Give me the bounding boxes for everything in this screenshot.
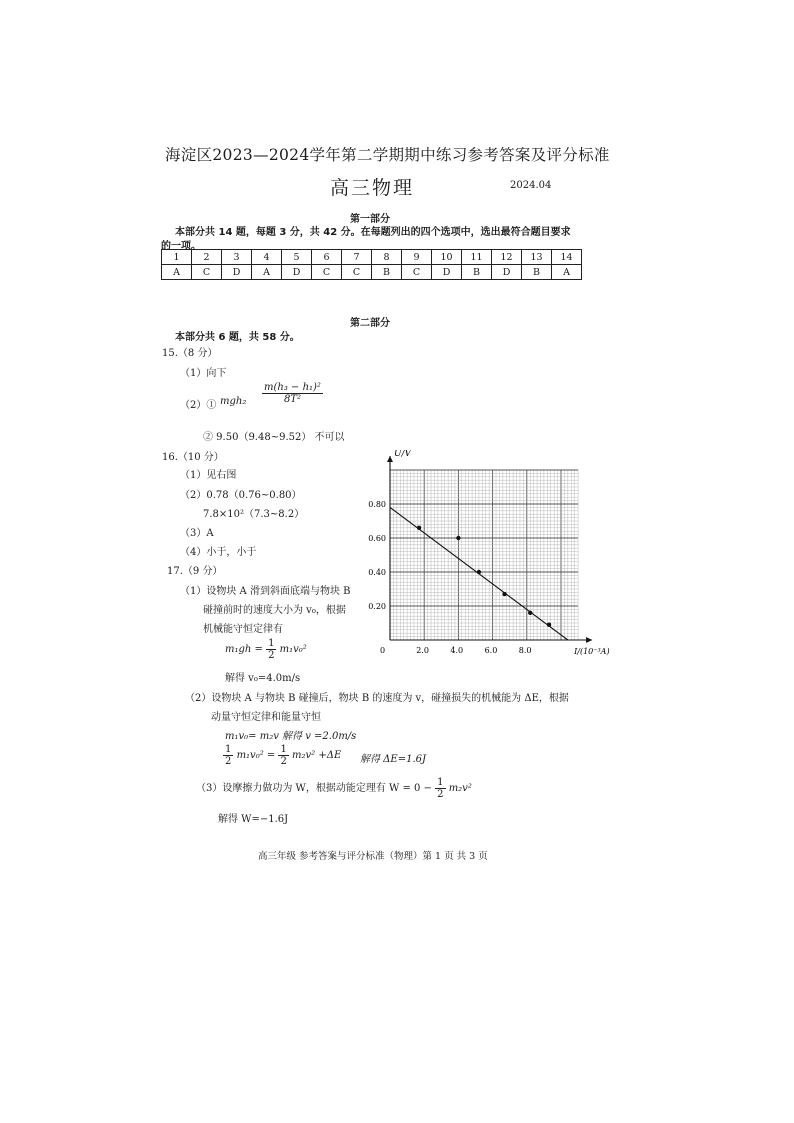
q16-part2b: 7.8×10²（7.3~8.2） (203, 509, 305, 520)
table-cell: 10 (432, 250, 462, 265)
q15-mgh2: mgh₂ (220, 396, 247, 407)
table-cell: 12 (492, 250, 522, 265)
table-cell: C (192, 265, 222, 280)
q17-part3-line (196, 777, 472, 800)
table-cell: 1 (162, 250, 192, 265)
part1-intro-line1: 本部分共 14 题，每题 3 分，共 42 分。在每题列出的四个选项中，选出最符合题目要求 (175, 227, 571, 238)
graph-x-axis-label: I/(10⁻³A) (574, 647, 610, 656)
table-cell: D (432, 265, 462, 280)
data-point (456, 536, 460, 540)
x-axis-arrow (586, 637, 592, 643)
q17-eq4-num: 1 (437, 777, 444, 788)
table-cell: B (372, 265, 402, 280)
q17-eq4-den: 2 (437, 789, 444, 800)
data-point (417, 526, 421, 530)
q17-eq3-right: m₂v² +ΔE (292, 750, 342, 761)
q15-part2-label: （2）① (180, 400, 217, 411)
q17-eq3-num2: 1 (280, 744, 287, 755)
table-cell: 3 (222, 250, 252, 265)
table-cell: D (282, 265, 312, 280)
answer-table-numbers-row (162, 250, 582, 265)
graph-grid (390, 470, 578, 640)
table-cell: 6 (312, 250, 342, 265)
q15-part2-line2: ② 9.50（9.48~9.52） 不可以 (203, 432, 345, 443)
table-cell: 5 (282, 250, 312, 265)
q17-part3-text: （3）设摩擦力做功为 W，根据动能定理有 W = 0 − (196, 783, 432, 794)
q17-part3-right: m₂v² (448, 783, 472, 794)
graph-y-axis-label: U/V (394, 450, 412, 459)
answer-table (161, 249, 582, 280)
q17-part3-solution: 解得 W=−1.6J (218, 814, 289, 825)
table-cell: 4 (252, 250, 282, 265)
q15-heading: 15.（8 分） (162, 348, 218, 359)
q15-fraction-numerator: m(h₃ − h₁)² (264, 382, 321, 393)
q16-heading: 16.（10 分） (162, 452, 224, 463)
q16-part2: （2）0.78（0.76~0.80） (180, 490, 302, 501)
table-cell: D (492, 265, 522, 280)
table-cell: 13 (522, 250, 552, 265)
graph-tick-labels (368, 500, 531, 655)
data-point (528, 611, 532, 615)
q15-fraction (262, 382, 323, 405)
u-i-graph (360, 450, 610, 665)
table-cell: 11 (462, 250, 492, 265)
table-cell: 8 (372, 250, 402, 265)
q17-eq3-num1: 1 (225, 744, 232, 755)
part1-intro-line2: 的一项。 (161, 241, 201, 252)
q17-part1-line3: 机械能守恒定律有 (203, 624, 283, 635)
x-tick-label: 6.0 (484, 646, 498, 655)
table-cell: A (552, 265, 582, 280)
x-tick-label: 2.0 (416, 646, 429, 655)
graph-points (417, 526, 551, 627)
exam-date: 2024.04 (510, 180, 552, 191)
q17-eq3-den2: 2 (280, 756, 287, 767)
x-tick-label: 8.0 (518, 646, 532, 655)
data-point (547, 623, 551, 627)
graph-origin-label: 0 (380, 646, 386, 655)
y-tick-label: 0.80 (368, 500, 386, 509)
q17-part2-solution: 解得 ΔE=1.6J (360, 754, 426, 765)
q17-eq3-den1: 2 (225, 756, 232, 767)
q17-part1-solution: 解得 v₀=4.0m/s (225, 673, 301, 684)
table-cell: B (522, 265, 552, 280)
page-footer: 高三年级 参考答案与评分标准（物理）第 1 页 共 3 页 (258, 851, 488, 862)
document-title: 海淀区2023—2024学年第二学期期中练习参考答案及评分标准 (165, 146, 610, 164)
table-cell: A (252, 265, 282, 280)
table-cell: B (462, 265, 492, 280)
y-tick-label: 0.20 (368, 602, 386, 611)
q17-eq1-right: m₁v₀² (279, 644, 307, 655)
q15-fraction-denominator: 8T² (283, 394, 301, 405)
q17-eq1-num: 1 (268, 638, 275, 649)
q15-part1: （1）向下 (180, 368, 227, 379)
q17-eq1-den: 2 (268, 650, 275, 661)
q17-part1-line2: 碰撞前时的速度大小为 v₀，根据 (203, 605, 346, 616)
q17-equation3 (223, 744, 341, 767)
table-cell: C (312, 265, 342, 280)
table-cell: C (402, 265, 432, 280)
q17-heading: 17.（9 分） (167, 566, 223, 577)
data-point (502, 592, 506, 596)
data-point (477, 570, 481, 574)
table-cell: 14 (552, 250, 582, 265)
y-axis-arrow (387, 456, 393, 462)
table-cell: C (342, 265, 372, 280)
q17-part1-line1: （1）设物块 A 滑到斜面底端与物块 B (180, 586, 351, 597)
q17-equation1 (225, 638, 307, 661)
x-tick-label: 4.0 (450, 646, 464, 655)
table-cell: 9 (402, 250, 432, 265)
q17-part2-line2: 动量守恒定律和能量守恒 (211, 712, 321, 723)
q16-part1: （1）见右图 (180, 470, 237, 481)
part2-heading: 第二部分 (350, 318, 390, 329)
subject-title: 高三物理 (330, 177, 415, 199)
table-cell: 2 (192, 250, 222, 265)
answer-table-answers-row (162, 265, 582, 280)
q17-eq1-left: m₁gh = (225, 644, 263, 655)
part2-intro: 本部分共 6 题，共 58 分。 (175, 332, 300, 343)
q16-part3: （3）A (180, 528, 214, 539)
part1-heading: 第一部分 (350, 214, 390, 225)
table-cell: A (162, 265, 192, 280)
y-tick-label: 0.40 (368, 568, 386, 577)
table-cell: 7 (342, 250, 372, 265)
q16-part4: （4）小于，小于 (180, 547, 257, 558)
q17-equation2: m₁v₀= m₂v 解得 v =2.0m/s (225, 731, 357, 742)
y-tick-label: 0.60 (368, 534, 386, 543)
q17-part2-line1: （2）设物块 A 与物块 B 碰撞后，物块 B 的速度为 v，碰撞损失的机械能为 ΔE，根据 (185, 693, 569, 704)
q17-eq3-mid: m₁v₀² = (236, 750, 276, 761)
table-cell: D (222, 265, 252, 280)
